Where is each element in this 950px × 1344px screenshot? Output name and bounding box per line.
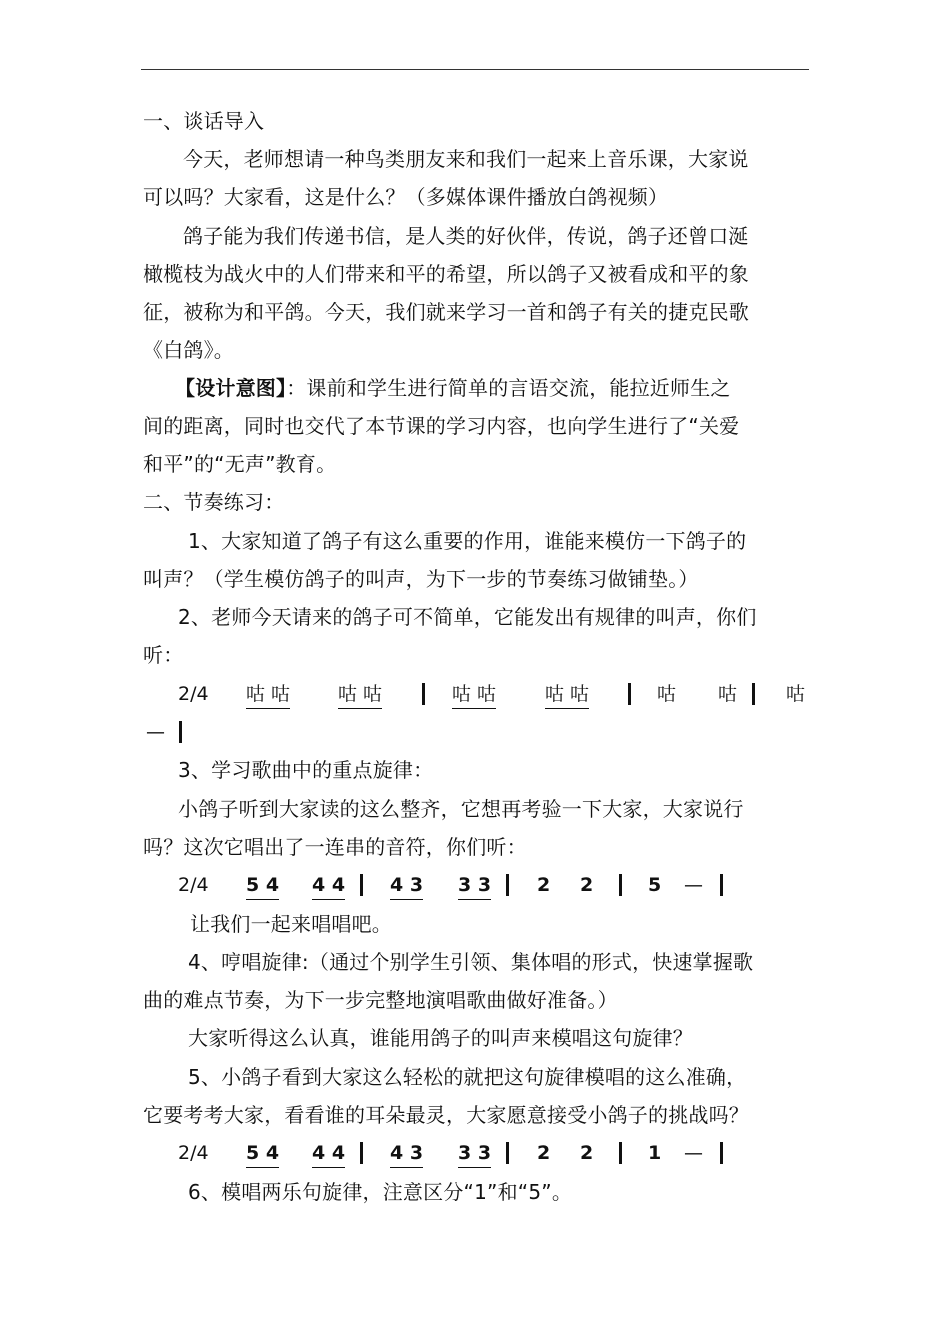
note: 2 xyxy=(537,1142,551,1164)
paragraph-line: 5、小鸽子看到大家这么轻松的就把这句旋律模唱的这么准确， xyxy=(188,1065,747,1089)
design-intent-line xyxy=(175,376,731,400)
bar-line xyxy=(628,683,631,705)
paragraph-line: 小鸽子听到大家读的这么整齐，它想再考验一下大家，大家说行 xyxy=(178,797,744,821)
note-group: 咕 咕 xyxy=(338,682,382,709)
paragraph-line: 2、老师今天请来的鸽子可不简单，它能发出有规律的叫声，你们 xyxy=(178,605,757,629)
bar-line xyxy=(720,874,723,896)
note: 咕 xyxy=(718,683,738,705)
rhythm-notation xyxy=(0,682,950,712)
time-signature: 2/4 xyxy=(178,874,209,896)
note-group: 3 3 xyxy=(458,873,491,900)
time-signature: 2/4 xyxy=(178,683,209,705)
design-intent-text: ：课前和学生进行简单的言语交流，能拉近师生之 xyxy=(286,376,731,400)
paragraph-line: 让我们一起来唱唱吧。 xyxy=(190,912,392,936)
bar-line xyxy=(506,874,509,896)
paragraph-line: 橄榄枝为战火中的人们带来和平的希望，所以鸽子又被看成和平的象 xyxy=(143,262,749,286)
paragraph-line: 6、模唱两乐句旋律，注意区分“1”和“5”。 xyxy=(188,1180,573,1204)
bar-line xyxy=(720,1142,723,1164)
note-group: 4 3 xyxy=(390,1141,423,1168)
paragraph-line: 叫声？（学生模仿鸽子的叫声，为下一步的节奏练习做铺垫。） xyxy=(143,567,699,591)
melody-notation-2 xyxy=(0,1141,950,1171)
note: 2 xyxy=(580,1142,594,1164)
paragraph-line: 可以吗？大家看，这是什么？（多媒体课件播放白鸽视频） xyxy=(143,185,669,209)
bar-line xyxy=(422,683,425,705)
note-group: 咕 咕 xyxy=(545,682,589,709)
dash: — xyxy=(146,721,165,743)
note: 2 xyxy=(537,874,551,896)
paragraph-line: 它要考考大家，看看谁的耳朵最灵，大家愿意接受小鸽子的挑战吗？ xyxy=(143,1103,749,1127)
note-group: 4 4 xyxy=(312,873,345,900)
dash: — xyxy=(684,1142,703,1164)
bar-line xyxy=(360,874,363,896)
note-group: 4 3 xyxy=(390,873,423,900)
bar-line xyxy=(360,1142,363,1164)
note: 5 xyxy=(648,874,662,896)
bar-line xyxy=(619,874,622,896)
note-group: 5 4 xyxy=(246,1141,279,1168)
note-group: 咕 咕 xyxy=(452,682,496,709)
paragraph-line: 大家听得这么认真，谁能用鸽子的叫声来模唱这句旋律？ xyxy=(188,1026,693,1050)
paragraph-line: 吗？这次它唱出了一连串的音符，你们听： xyxy=(143,835,527,859)
paragraph-line: 《白鸽》。 xyxy=(143,338,234,362)
bar-line xyxy=(752,683,755,705)
design-intent-label: 【设计意图】 xyxy=(175,376,287,400)
note: 2 xyxy=(580,874,594,896)
bar-line xyxy=(619,1142,622,1164)
heading-intro: 一、谈话导入 xyxy=(143,109,265,133)
rhythm-notation-continued xyxy=(0,720,950,750)
paragraph-line: 1、大家知道了鸽子有这么重要的作用，谁能来模仿一下鸽子的 xyxy=(188,529,747,553)
paragraph-line: 间的距离，同时也交代了本节课的学习内容，也向学生进行了“关爱 xyxy=(143,414,740,438)
dash: — xyxy=(684,874,703,896)
note-group: 5 4 xyxy=(246,873,279,900)
paragraph-line: 3、学习歌曲中的重点旋律： xyxy=(178,758,434,782)
note-group: 3 3 xyxy=(458,1141,491,1168)
note: 1 xyxy=(648,1142,662,1164)
paragraph-line: 4、哼唱旋律:（通过个别学生引领、集体唱的形式，快速掌握歌 xyxy=(188,950,754,974)
note-group: 4 4 xyxy=(312,1141,345,1168)
paragraph-line: 曲的难点节奏，为下一步完整地演唱歌曲做好准备。） xyxy=(143,988,618,1012)
bar-line xyxy=(506,1142,509,1164)
paragraph-line: 征，被称为和平鸽。今天，我们就来学习一首和鸽子有关的捷克民歌 xyxy=(143,300,749,324)
melody-notation-1 xyxy=(0,873,950,903)
note: 咕 xyxy=(786,683,806,705)
paragraph-line: 和平”的“无声”教育。 xyxy=(143,452,337,476)
paragraph-line: 鸽子能为我们传递书信，是人类的好伙伴，传说，鸽子还曾口涎 xyxy=(183,224,749,248)
time-signature: 2/4 xyxy=(178,1142,209,1164)
paragraph-line: 听： xyxy=(143,643,184,667)
note: 咕 xyxy=(657,683,677,705)
heading-rhythm: 二、节奏练习： xyxy=(143,490,285,514)
bar-line xyxy=(179,721,182,743)
note-group: 咕 咕 xyxy=(246,682,290,709)
paragraph-line: 今天，老师想请一种鸟类朋友来和我们一起来上音乐课，大家说 xyxy=(183,147,749,171)
